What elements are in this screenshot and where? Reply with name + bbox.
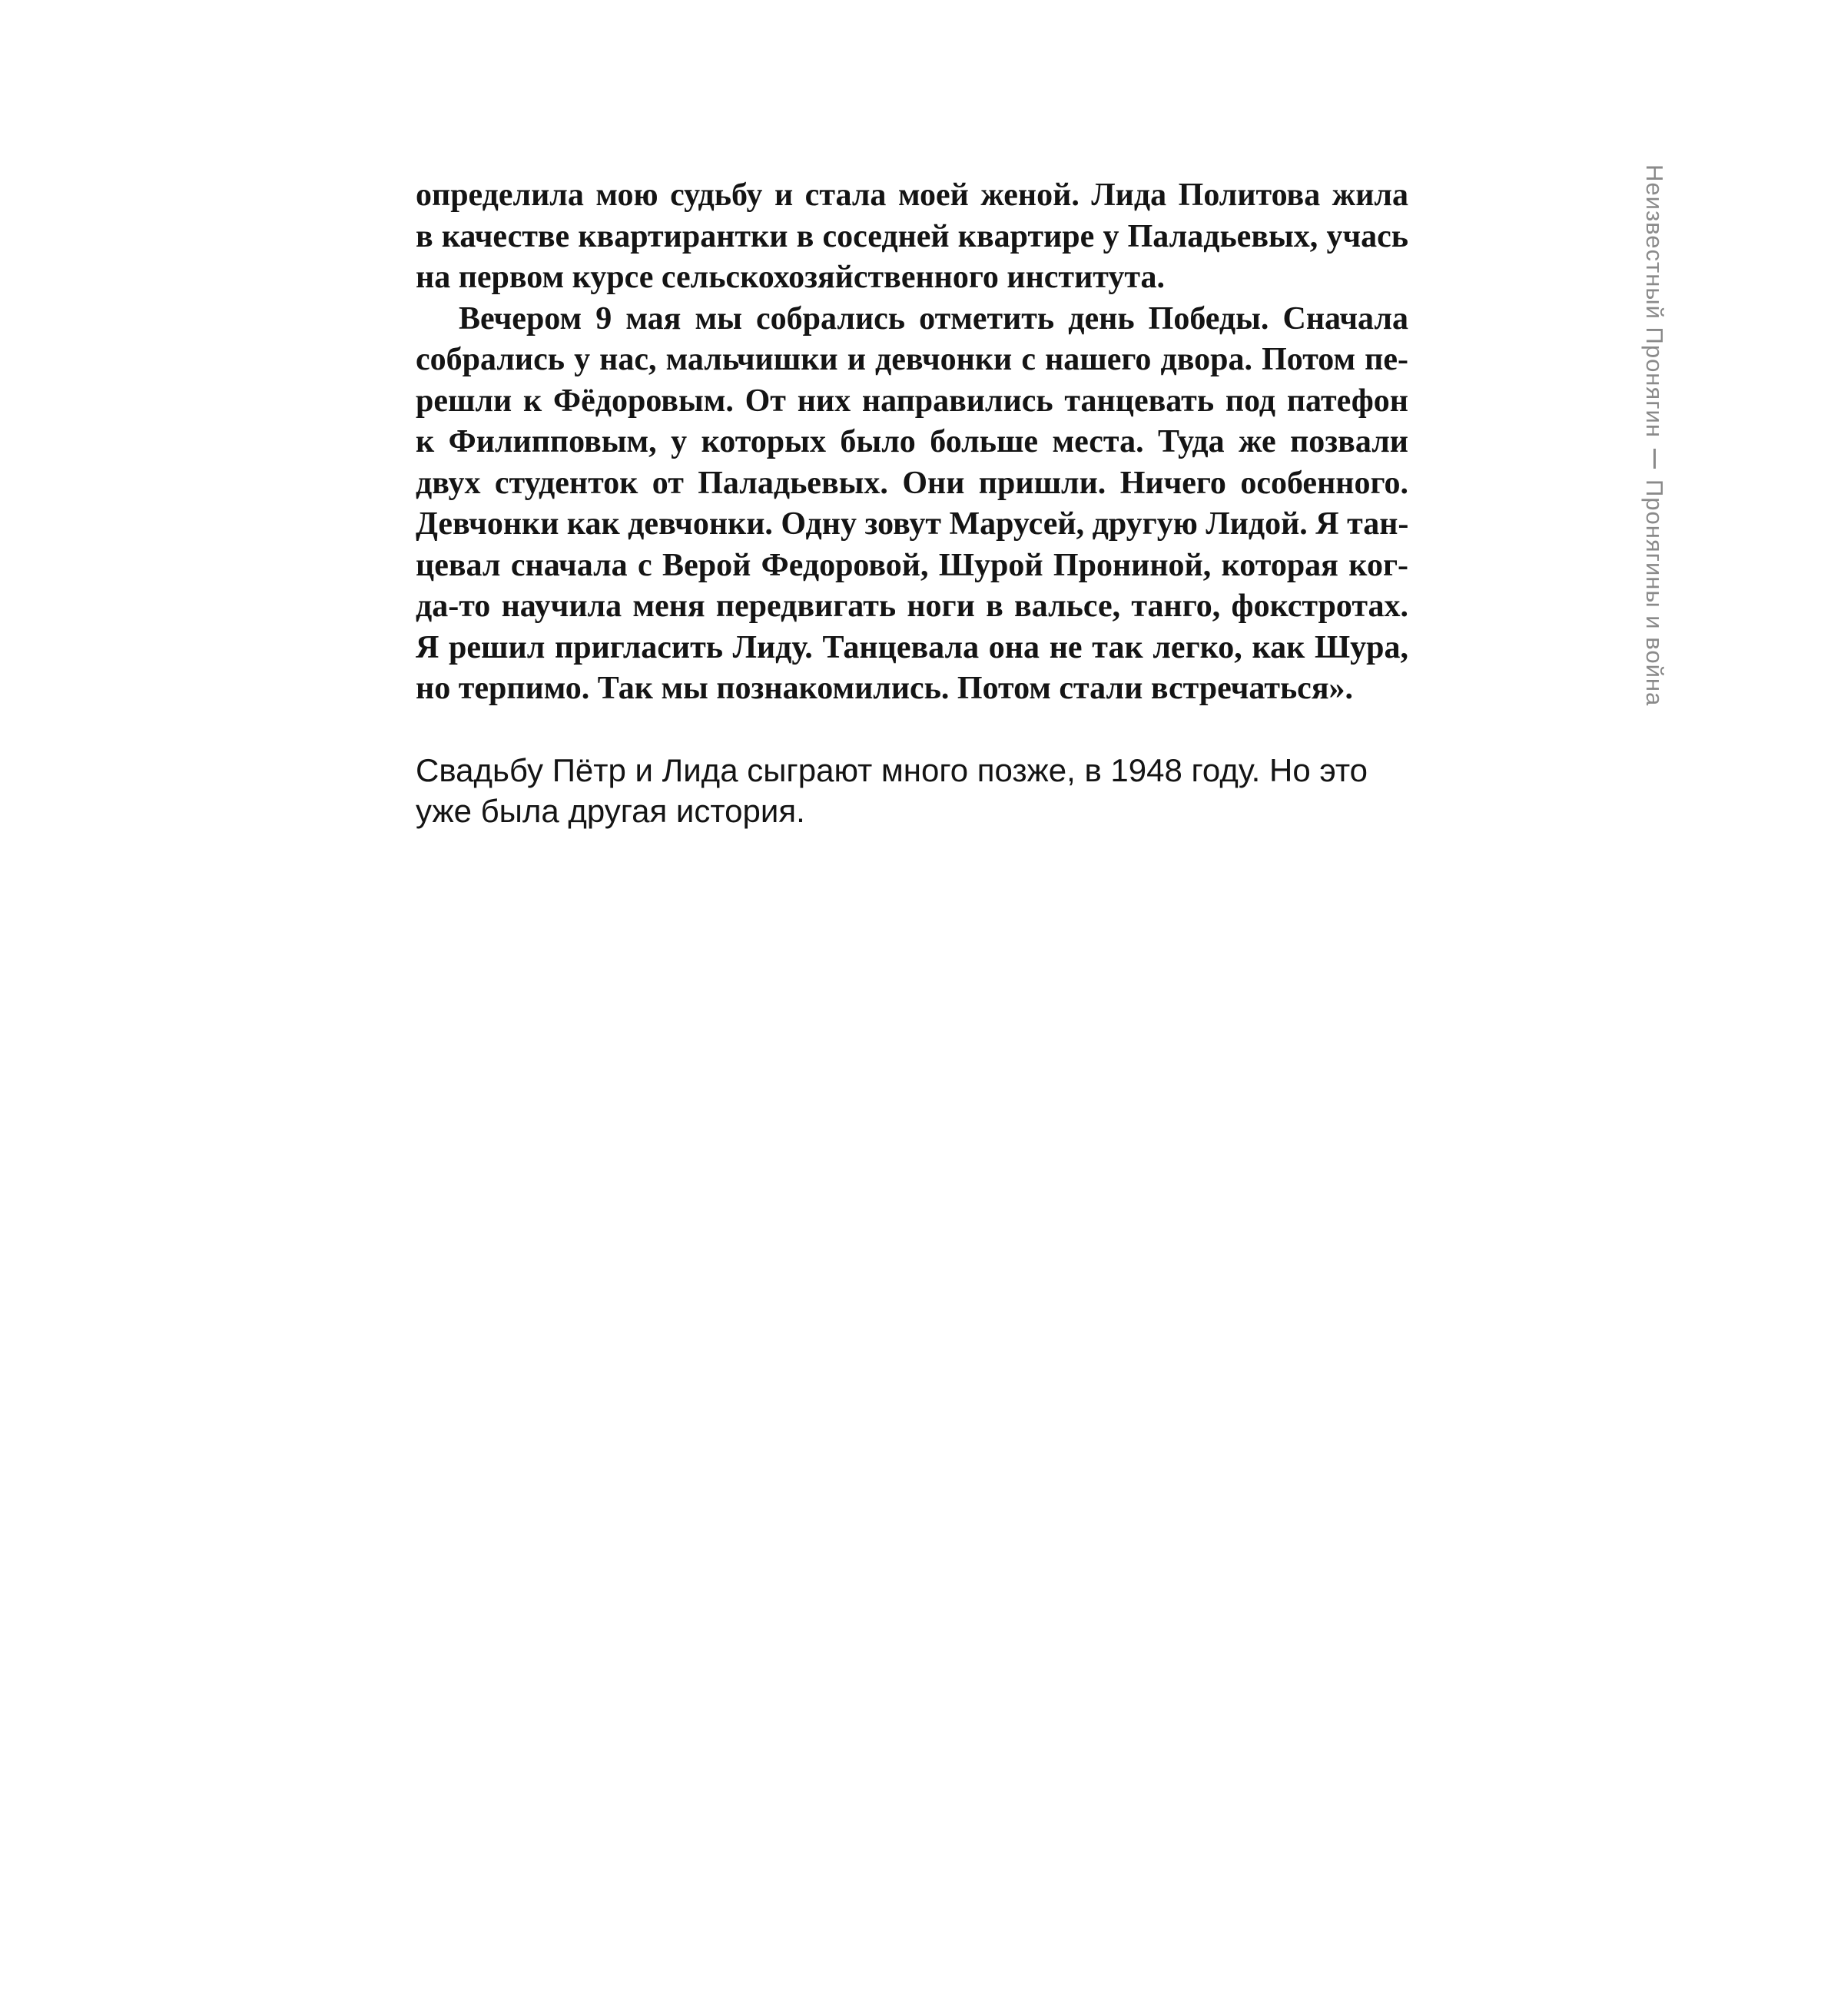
text-line: но терпимо. Так мы познакомились. Потом стали встречаться».	[416, 671, 1354, 706]
text-line: цевал сначала с Верой Федоровой, Шурой Прониной, которая ког-	[416, 547, 1408, 583]
text-line: двух студенток от Паладьевых. Они пришли. Ничего особенного.	[416, 465, 1408, 501]
narrative-paragraph	[416, 750, 1408, 832]
book-title: Неизвестный Пронягин	[1641, 164, 1668, 438]
separator	[1653, 449, 1656, 469]
text-line: решли к Фёдоровым. От них направились танцевать под патефон	[416, 383, 1408, 419]
text-line: в качестве квартирантки в соседней квартире у Паладьевых, учась	[416, 218, 1408, 254]
chapter-title: Пронягины и война	[1641, 479, 1668, 707]
running-head	[1635, 164, 1673, 733]
text-column	[416, 175, 1408, 832]
text-line: Я решил пригласить Лиду. Танцевала она не так легко, как Шура,	[416, 629, 1408, 665]
text-line: Вечером 9 мая мы собрались отметить день Победы. Сначала	[459, 300, 1408, 337]
text-line: уже была другая история.	[416, 793, 805, 829]
text-line: собрались у нас, мальчишки и девчонки с нашего двора. Потом пе-	[416, 342, 1408, 377]
text-line: к Филипповым, у которых было больше места. Туда же позвали	[416, 424, 1408, 459]
quote-paragraph-2	[416, 299, 1408, 710]
quote-paragraph-1	[416, 175, 1408, 299]
text-line: на первом курсе сельскохозяйственного института.	[416, 260, 1165, 295]
text-line: определила мою судьбу и стала моей женой. Лида Политова жила	[416, 177, 1408, 213]
text-line: да-то научила меня передвигать ноги в вальсе, танго, фокстротах.	[416, 589, 1408, 624]
text-line: Девчонки как девчонки. Одну зовут Марусей, другую Лидой. Я тан-	[416, 506, 1409, 542]
text-line: Свадьбу Пётр и Лида сыграют много позже, в 1948 году. Но это	[416, 751, 1368, 788]
